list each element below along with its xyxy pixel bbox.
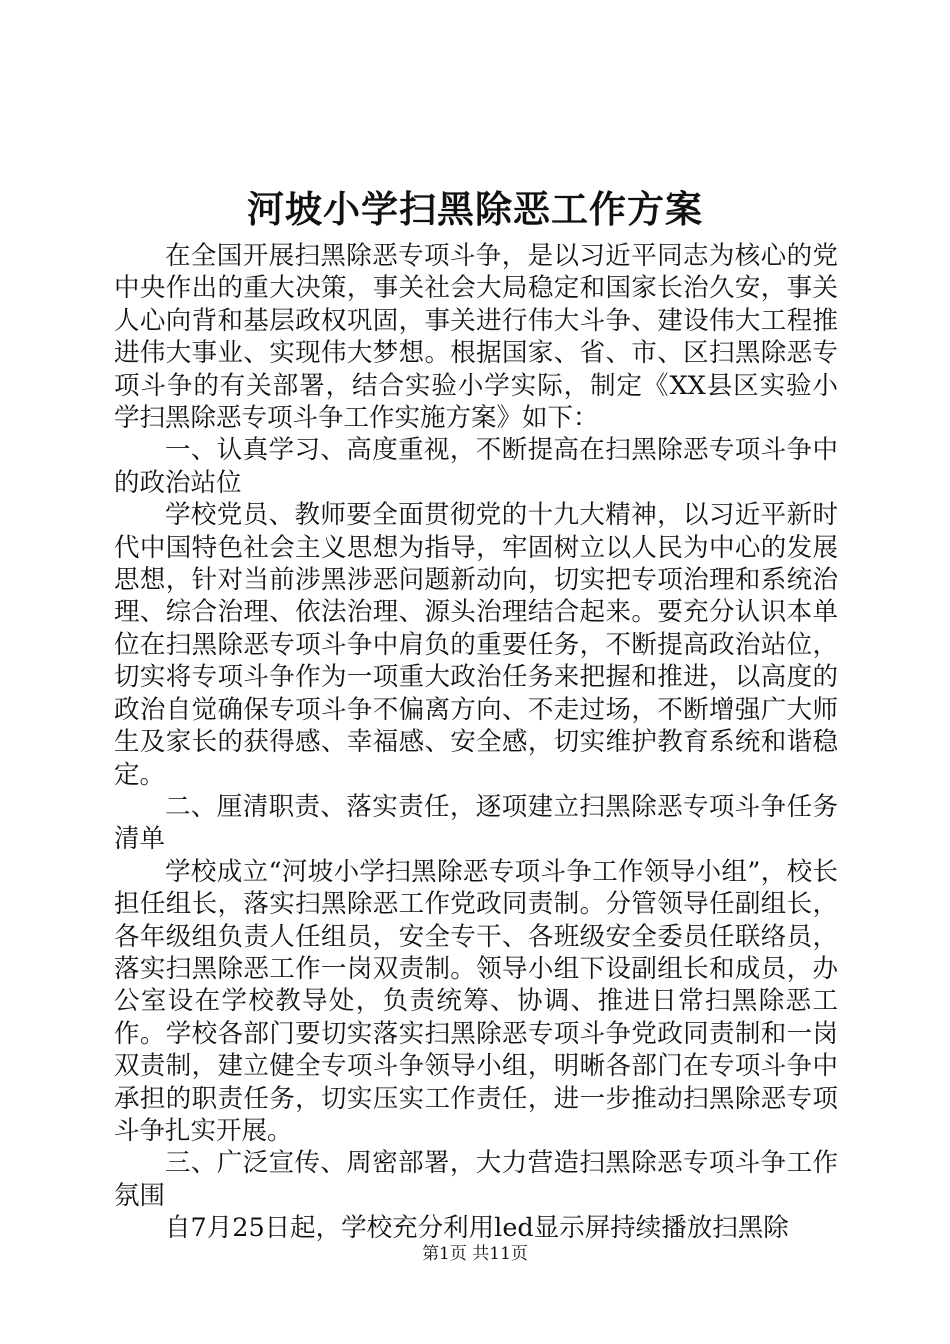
section-heading-1: 一、认真学习、高度重视，不断提高在扫黑除恶专项斗争中的政治站位 bbox=[114, 435, 838, 498]
section-heading-2: 二、厘清职责、落实责任，逐项建立扫黑除恶专项斗争任务清单 bbox=[114, 791, 838, 855]
section-heading-3: 三、广泛宣传、周密部署，大力营造扫黑除恶专项斗争工作氛围 bbox=[114, 1148, 838, 1211]
paragraph-section-3: 自7月25日起，学校充分利用led显示屏持续播放扫黑除 bbox=[165, 1213, 789, 1244]
document-title: 河坡小学扫黑除恶工作方案 bbox=[247, 187, 703, 231]
document-body bbox=[114, 240, 838, 1245]
page-number-footer: 第1页 共11页 bbox=[422, 1244, 528, 1264]
paragraph-intro: 在全国开展扫黑除恶专项斗争，是以习近平同志为核心的党中央作出的重大决策，事关社会大局稳定和国家长治久安，事关人心向背和基层政权巩固，事关进行伟大斗争、建设伟大工程推进伟大事业、实现伟大梦想。根据国家、省、市、区扫黑除恶专项斗争的有关部署，结合实验小学实际，制定《XX县区实验小学扫黑除恶专项斗争工作实施方案》如下： bbox=[114, 241, 838, 434]
paragraph-section-2: 学校成立“河坡小学扫黑除恶专项斗争工作领导小组”，校长担任组长，落实扫黑除恶工作党政同责制。分管领导任副组长，各年级组负责人任组员，安全专干、各班级安全委员任联络员，落实扫黑除恶工作一岗双责制。领导小组下设副组长和成员，办公室设在学校教导处，负责统筹、协调、推进日常扫黑除恶工作。学校各部门要切实落实扫黑除恶专项斗争党政同责制和一岗双责制，建立健全专项斗争领导小组，明晰各部门在专项斗争中承担的职责任务，切实压实工作责任，进一步推动扫黑除恶专项斗争扎实开展。 bbox=[114, 856, 838, 1146]
paragraph-section-1: 学校党员、教师要全面贯彻党的十九大精神，以习近平新时代中国特色社会主义思想为指导，牢固树立以人民为中心的发展思想，针对当前涉黑涉恶问题新动向，切实把专项治理和系统治理、综合治理、依法治理、源头治理结合起来。要充分认识本单位在扫黑除恶专项斗争中肩负的重要任务，不断提高政治站位，切实将专项斗争作为一项重大政治任务来把握和推进，以高度的政治自觉确保专项斗争不偏离方向、不走过场，不断增强广大师生及家长的获得感、幸福感、安全感，切实维护教育系统和谐稳定。 bbox=[114, 500, 838, 790]
